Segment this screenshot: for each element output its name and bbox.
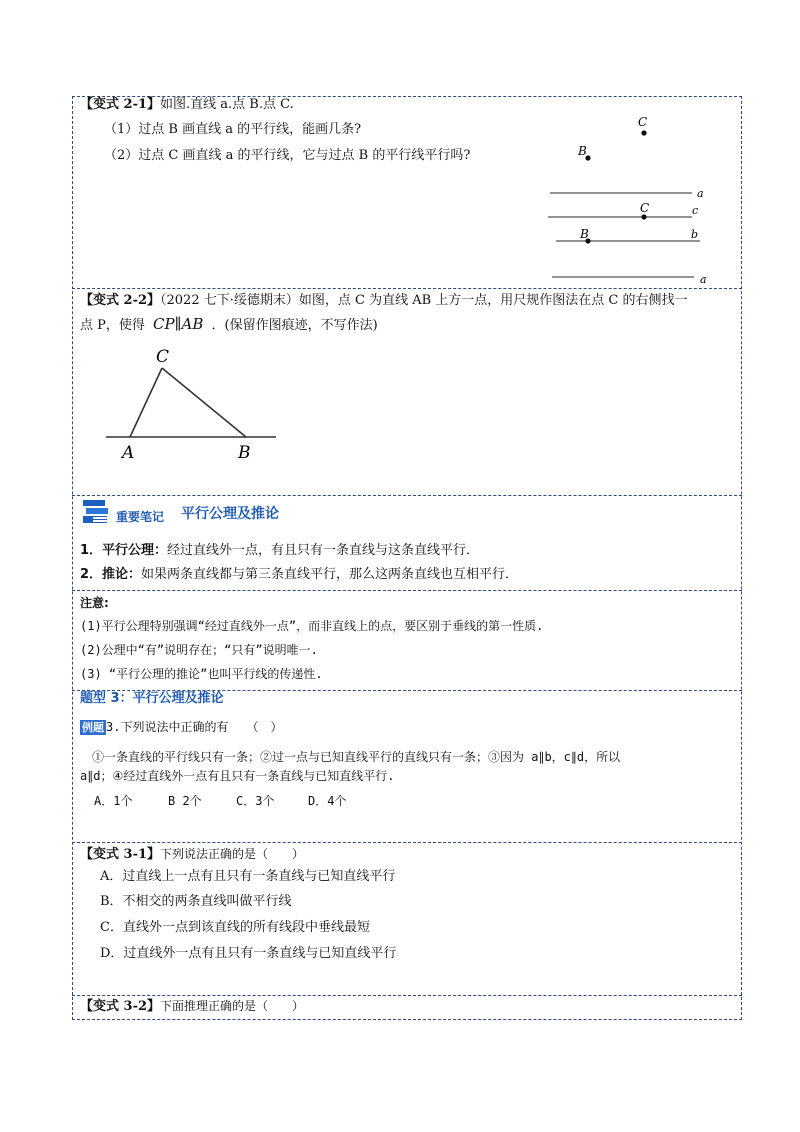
v31-option-d: D．过直线外一点有且只有一条直线与已知直线平行 (100, 946, 397, 961)
notes-banner-label: 重要笔记 (116, 510, 165, 524)
attention-n1: (1)平行公理特别强调“经过直线外一点”，而非直线上的点，要区别于垂线的第一性质. (80, 619, 544, 633)
v22-line2 (80, 315, 378, 335)
notes-book-icon (83, 500, 111, 526)
v21-figure (540, 110, 720, 290)
notes-banner-title: 平行公理及推论 (181, 506, 279, 522)
notes-p1-label: 1．平行公理： (80, 543, 168, 558)
v21-line (80, 96, 294, 114)
v22-text2a: 点 P，使得 (80, 318, 145, 333)
topic3-question (80, 718, 282, 737)
v21-q1: （1）过点 B 画直线 a 的平行线，能画几条? (104, 122, 362, 137)
label-line-c: c (692, 204, 699, 217)
divider (72, 995, 742, 996)
label-b-top: B (578, 144, 587, 158)
v31-option-c: C．直线外一点到该直线的所有线段中垂线最短 (100, 920, 370, 935)
attention-n3: (3) “平行公理的推论”也叫平行线的传递性. (80, 667, 323, 681)
label-b: B (580, 227, 589, 241)
v31-title: 下列说法正确的是（ ） (160, 847, 305, 861)
v31-line (80, 845, 304, 864)
notes-p1 (80, 542, 479, 560)
v22-line1 (80, 292, 688, 310)
option-a: A．1个 (94, 794, 133, 808)
v22-figure (100, 340, 280, 465)
attention-heading: 注意: (80, 596, 109, 610)
label-C: C (156, 347, 170, 367)
divider (72, 842, 742, 843)
example-badge: 例题 (82, 721, 104, 734)
attention-n2: (2)公理中“有”说明存在；“只有”说明唯一. (80, 643, 318, 657)
v32-title: 下面推理正确的是（ ） (160, 999, 305, 1013)
v22-formula: CP∥AB (153, 315, 204, 333)
topic3-s2: a∥d；④经过直线外一点有且只有一条直线与已知直线平行. (80, 769, 395, 783)
topic3-heading: 题型 3：平行公理及推论 (80, 691, 224, 706)
segment-ac (130, 368, 162, 437)
v21-tag: 【变式 2-1】 (80, 97, 161, 112)
label-a: a (700, 273, 707, 286)
label-a-top: a (697, 187, 704, 200)
v21-q2: （2）过点 C 画直线 a 的平行线，它与过点 B 的平行线平行吗? (104, 148, 471, 163)
divider (72, 590, 742, 591)
v22-tag: 【变式 2-2】 (80, 293, 161, 308)
v32-line (80, 997, 304, 1016)
v22-text1: （2022 七下·绥德期末）如图，点 C 为直线 AB 上方一点，用尺规作图法在点 C 的右侧找一 (160, 293, 688, 308)
label-c-top: C (638, 115, 648, 129)
option-d: D．4个 (308, 794, 347, 808)
notes-p2-text: 如果两条直线都与第三条直线平行，那么这两条直线也互相平行． (141, 567, 519, 582)
option-c: C．3个 (236, 794, 275, 808)
topic3-s1: ①一条直线的平行线只有一条；②过一点与已知直线平行的直线只有一条；③因为 a∥b，c∥d，所以 (92, 750, 621, 764)
divider (72, 495, 742, 496)
v32-tag: 【变式 3-2】 (80, 999, 161, 1014)
label-line-b: b (691, 228, 699, 241)
point-c-top (641, 130, 646, 135)
notes-p2 (80, 566, 518, 584)
point-c (641, 214, 646, 219)
v21-title: 如图.直线 a.点 B.点 C. (160, 97, 294, 112)
option-b: B 2个 (168, 794, 202, 808)
label-B: B (238, 443, 251, 463)
notes-p1-text: 经过直线外一点，有且只有一条直线与这条直线平行． (167, 543, 480, 558)
v31-tag: 【变式 3-1】 (80, 847, 161, 862)
label-A: A (122, 443, 135, 463)
topic3-q: 3.下列说法中正确的有 （ ） (106, 720, 283, 734)
label-c: C (640, 201, 650, 215)
notes-p2-label: 2．推论： (80, 567, 142, 582)
v31-option-a: A．过直线上一点有且只有一条直线与已知直线平行 (100, 869, 396, 884)
segment-cb (162, 368, 246, 437)
v22-text2b: ．(保留作图痕迹，不写作法) (211, 318, 378, 333)
v31-option-b: B．不相交的两条直线叫做平行线 (100, 894, 292, 909)
